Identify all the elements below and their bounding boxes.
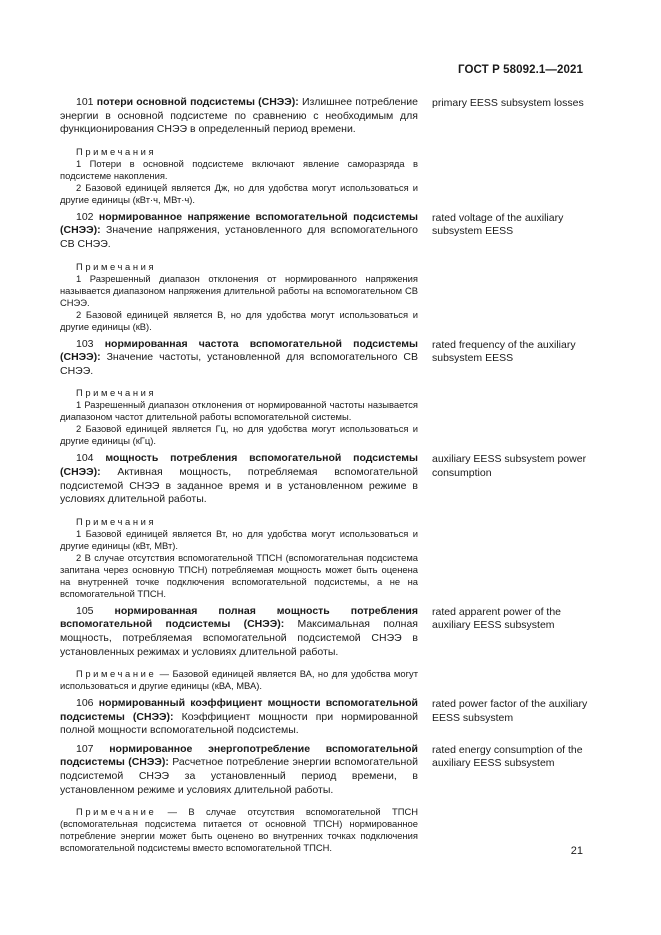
term-title: нормированный коэффициент мощности вспомогательной подсистемы (СНЭЭ):: [60, 697, 418, 723]
notes-heading: Примечания: [76, 387, 157, 399]
page-number: 21: [570, 845, 583, 857]
english-term: auxiliary EESS subsystem power consumption: [432, 453, 587, 479]
term-entry-105: [60, 605, 590, 692]
term-definition: 102 нормированное напряжение вспомогательной подсистемы (СНЭЭ): Значение напряжения, установленного для вспомогательного СВ СНЭЭ.: [60, 210, 418, 250]
english-term: rated apparent power of the auxiliary EESS subsystem: [432, 605, 562, 632]
notes-heading: Примечания: [76, 515, 157, 527]
terms-list: [60, 96, 590, 859]
term-title: нормированное напряжение вспомогательной подсистемы (СНЭЭ):: [60, 210, 418, 237]
document-header: ГОСТ Р 58092.1—2021: [458, 64, 583, 76]
term-entry-106: [60, 697, 590, 738]
term-definition: 101 потери основной подсистемы (СНЭЭ): Излишнее потребление энергии в основной подсистеме по сравнению с необходимым для функционирования СНЭЭ в определенный период времени.: [60, 96, 418, 136]
english-term: primary EESS subsystem losses: [432, 97, 584, 109]
note-item: 2 Базовой единицей является Дж, но для удобства могут использоваться и другие единицы (кВт·ч, МВт·ч).: [60, 181, 418, 205]
term-definition: 104 мощность потребления вспомогательной подсистемы (СНЭЭ): Активная мощность, потребляемая вспомогательной подсистемой СНЭЭ в заданное время и в установленном режиме в условиях длительной работы.: [60, 452, 418, 506]
english-term: rated voltage of the auxiliary subsystem EESS: [432, 211, 564, 238]
term-title: нормированная частота вспомогательной подсистемы (СНЭЭ):: [60, 337, 418, 364]
term-entry-107: [60, 743, 590, 854]
note-item: 2 Базовой единицей является Гц, но для удобства могут использоваться и другие единицы (кГц).: [60, 423, 418, 447]
term-entry-102: [60, 211, 590, 333]
single-note: Примечание — Базовой единицей является ВА, но для удобства могут использоваться и другие единицы (кВА, МВА).: [60, 668, 418, 692]
term-title: нормированная полная мощность потребления вспомогательной подсистемы (СНЭЭ):: [60, 604, 418, 631]
term-title: потери основной подсистемы (СНЭЭ):: [96, 96, 299, 108]
term-definition: 107 нормированное энергопотребление вспомогательной подсистемы (СНЭЭ): Расчетное потребление энергии вспомогательной подсистемой СНЭЭ за установленный период времени, в установленном режиме и условиях длительной работы.: [60, 742, 419, 796]
notes-heading: Примечания: [76, 260, 157, 272]
term-definition: 106 нормированный коэффициент мощности вспомогательной подсистемы (СНЭЭ): Коэффициент мощности при нормированной полной мощности вспомогательной подсистемы.: [60, 697, 419, 737]
note-item: 1 Потери в основной подсистеме включают явление саморазряда в подсистеме накопления.: [60, 157, 418, 181]
note-item: 1 Базовой единицей является Вт, но для удобства могут использоваться и другие единицы (кВт, МВт).: [60, 527, 418, 551]
note-label: Примечание: [76, 668, 157, 680]
term-definition: 103 нормированная частота вспомогательной подсистемы (СНЭЭ): Значение частоты, установленной для вспомогательного СВ СНЭЭ.: [60, 337, 419, 377]
term-title: мощность потребления вспомогательной подсистемы (СНЭЭ):: [60, 452, 418, 478]
note-item: 1 Разрешенный диапазон отклонения от нормированной частоты называется диапазоном частот длительной работы вспомогательной системы.: [60, 399, 418, 423]
note-item: 1 Разрешенный диапазон отклонения от нормированного напряжения называется диапазоном напряжения длительной работы на вспомогательном СВ СНЭЭ.: [60, 272, 418, 308]
term-definition: 105 нормированная полная мощность потребления вспомогательной подсистемы (СНЭЭ): Максимальная полная мощность, потребляемая вспомогательной подсистемой СНЭЭ в установленных режимах и условиях длительной работы.: [60, 604, 418, 658]
english-term: rated power factor of the auxiliary EESS subsystem: [432, 698, 588, 724]
single-note: Примечание — В случае отсутствия вспомогательной ТПСН (вспомогательная подсистема питается от основной ТПСН) нормированное потребление энергии может быть оценено во внутренних точках подключения вспомогательной подсистемы вместо вспомогательной ТПСН.: [60, 806, 419, 854]
term-title: нормированное энергопотребление вспомогательной подсистемы (СНЭЭ):: [60, 742, 418, 769]
note-item: 2 Базовой единицей является В, но для удобства могут использоваться и другие единицы (кВ).: [60, 308, 418, 332]
term-entry-104: [60, 452, 590, 599]
english-term: rated frequency of the auxiliary subsystem EESS: [432, 338, 576, 365]
term-entry-101: [60, 96, 590, 206]
english-term: rated energy consumption of the auxiliary EESS subsystem: [432, 743, 583, 770]
term-entry-103: [60, 338, 590, 448]
note-label: Примечание: [76, 806, 157, 818]
note-item: 2 В случае отсутствия вспомогательной ТПСН (вспомогательная подсистема запитана через основную ТПСН) потребляемая мощность может быть оценена на внутренней точке подключения вспомогательной подсистемы, а не на вспомогательной ТПСН.: [60, 551, 418, 599]
notes-heading: Примечания: [76, 145, 157, 157]
